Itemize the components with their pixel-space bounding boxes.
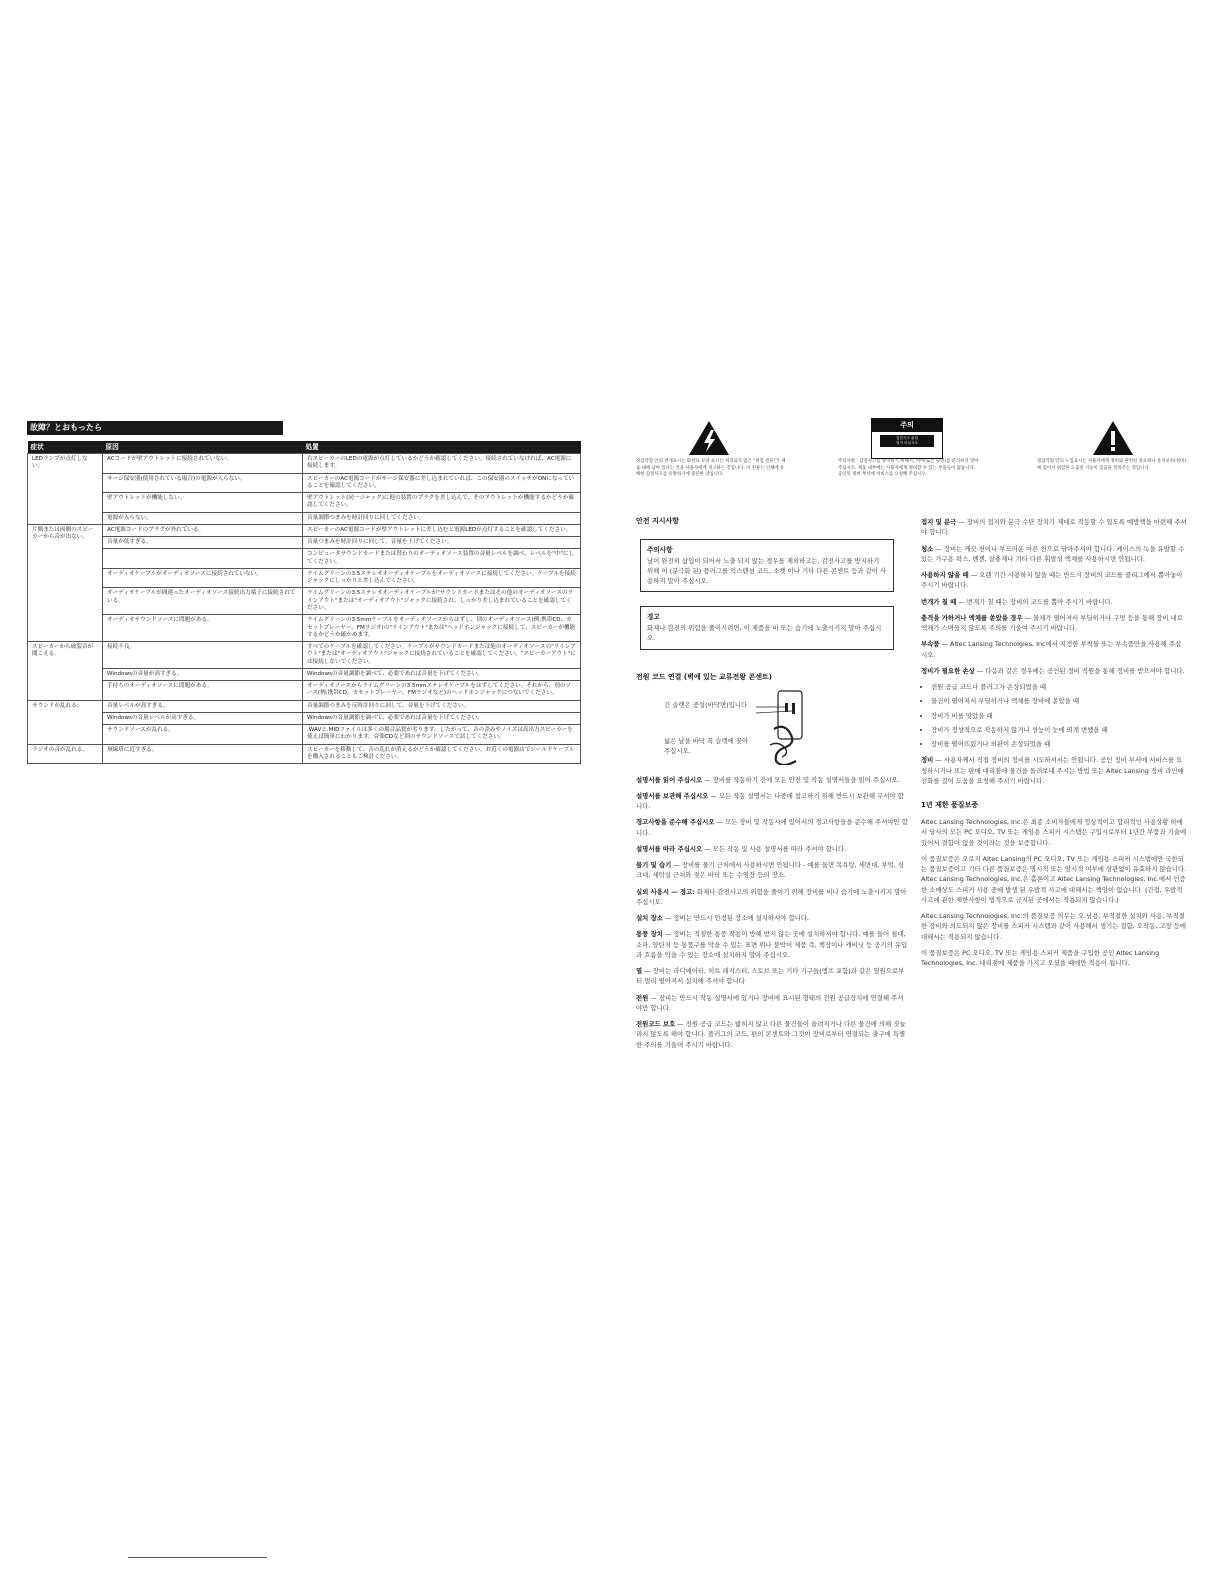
cause-cell: 音量が低すぎる。: [103, 537, 303, 549]
caution-box-title: 주의사항: [647, 546, 673, 555]
header-remedy: 処置: [303, 441, 581, 454]
table-row: [28, 524, 581, 536]
caution-box-text: 날이 완전히 삽입이 되어서 노출 되지 않는 경우를 제외하고는, 감전사고를 방지하기 위해 이 (분극화 된) 플러그를 익스텐션 코드, 소켓 이나 기타 다른 콘센트 등과 같이 사용하지 말아 주십시오.: [647, 556, 887, 586]
safety-warranty-column: [921, 517, 1187, 974]
header-symptom: 症状: [28, 441, 103, 454]
header-cause: 原因: [103, 441, 303, 454]
safety-title: 안전 지시사항: [636, 517, 680, 525]
remedy-cell: 音量つまみを時計回りに回して、音量を上げてください。: [303, 537, 581, 549]
safety-paragraph-text: — Altec Lansing Technolgies, Inc에서 지정한 부착물 또는 부속품만을 사용해 주십시오.: [921, 640, 1182, 659]
cause-cell: Windowsの音量が高すぎる。: [103, 668, 303, 680]
cause-cell: 手持ちのオーディオソースに問題がある。: [103, 681, 303, 701]
warranty-paragraph: 이 품질보증은 PC 오디오, TV 또는 게임용 스피커 제품을 구입한 공인 Altec Lansing Technologies, Inc. 대리점에 제품을 가지고 오셨을 때에만 적용이 됩니다.: [921, 948, 1160, 968]
remedy-cell: ライムグリーンの3.5mmケーブルをオーディオソースからはずし、別のオーディオソース(例:携帯CD、カセットプレーヤー、FMラジオ)の"ラインアウト"または"ヘッドホンジャックに接続して、スピーカーが機能するかどうか確かめます。: [303, 615, 581, 642]
safety-paragraph: [636, 887, 908, 908]
list-item: • 장비가 비를 맞았을 때: [931, 711, 1187, 721]
safety-paragraph: [636, 791, 908, 812]
service-heading: 정비: [921, 756, 934, 765]
safety-paragraph: [636, 966, 908, 987]
safety-paragraph-heading: 번개가 칠 때: [921, 597, 957, 606]
remedy-cell: すべてのケーブルを確認してください。ケーブルがサウンドカードまたは他のオーディオソースの"ラインアウト"または"オーディオアウト"ジャックに接続されていることを確認してください。"スピーカーアウト"には接続しないでください。: [303, 642, 581, 669]
warning-box: [640, 606, 894, 649]
list-item: • 물건이 떨어져서 부딪히거나 액체를 장비에 쏟았을 때: [931, 696, 1187, 706]
list-item: • 장비가 정상적으로 작동하지 않거나 성능이 눈에 띄게 변했을 때: [931, 725, 1187, 735]
damage-list: [921, 682, 1187, 749]
table-row: [28, 568, 581, 588]
safety-paragraph-heading: 사용하지 않을 때: [921, 571, 969, 579]
warning-box-text: 화재나 감전의 위험을 줄이시려면, 이 제품을 비 또는 습기에 노출시키지 말아 주십시오.: [647, 624, 882, 643]
caution-subtext: 감전사고 위험 열지 마십시오: [880, 435, 934, 447]
safety-paragraph-text: — 모든 장비 및 작동시에 있어서의 경고사항들을 준수해 주셔야만 합니다.: [636, 818, 908, 837]
symptom-cell: 片側または両側のスピーカーから音が出ない。: [28, 524, 103, 641]
safety-paragraph-text: — 모든 작동 및 사용 설명서를 따라 주셔야 합니다.: [702, 844, 847, 853]
safety-paragraph-text: — 전원 공급 코드는 밟히지 않고 다른 물건들이 올려지거나 다른 물건에 의해 짓눌리지 않도록 해야 합니다. 플러그의 코드, 편의 콘센트와 그것이 장비로부터 연결되는 출구에 특별한 주의를 기울여 주시기 바랍니다.: [636, 1020, 906, 1049]
remedy-cell: ライムグリーンの3.5ステレオオーディオケーブルをオーディオソースに接続してください。ケーブルを接続ジャックにしっかりと差し込んでください。: [303, 568, 581, 588]
cause-cell: 壁アウトレットが機能しない。: [103, 493, 303, 513]
table-row: [28, 493, 581, 513]
safety-paragraph-heading: 실외 사용시 — 경고:: [636, 887, 695, 896]
caution-heading: 주의: [872, 419, 942, 432]
safety-paragraph-text: — 번개가 칠 때는 장비의 코드를 뽑아 주시기 바랍니다.: [956, 597, 1113, 606]
safety-paragraph-heading: 열: [636, 967, 643, 976]
warranty-paragraph: Altec Lansing Technologies, Inc.은 최종 소비자들에게 정상적이고 합리적인 사용상황 하에서 당사의 모든 PC 오디오, TV 또는 게임용 스피커 시스템은 구입시로부터 1년간 부품과 기술에 있어서 결함이 없을 것이라는 것을 보증합니다.: [921, 818, 1187, 847]
plug-title: 전원 코드 연결 (벽에 있는 교류전왕 콘센트): [636, 672, 772, 681]
remedy-cell: スピーカーのAC電源コードがサージ保安器に差し込まれていれば、この保安器のスイッチがONになっていることを確認してください。: [303, 473, 581, 493]
safety-paragraph-heading: 설치 장소: [636, 914, 663, 923]
safety-paragraph: [636, 844, 908, 854]
caution-box: [640, 539, 894, 592]
table-row: [28, 512, 581, 524]
table-row: [28, 744, 581, 764]
safety-paragraph-heading: 접지 및 분극: [921, 518, 957, 526]
cause-cell: サウンドソースが乱れる。: [103, 725, 303, 745]
remedy-cell: Windowsの音量調節を調べて、必要であれば音量を下げてください。: [303, 712, 581, 724]
table-row: [28, 549, 581, 569]
safety-paragraph: [921, 597, 1187, 607]
safety-paragraph: [921, 517, 1187, 538]
remedy-cell: 音量調節つまみを時計回りに回してください。: [303, 512, 581, 524]
safety-paragraph-heading: 청소: [921, 544, 934, 553]
safety-paragraph-heading: 설명서를 따라 주십시오: [636, 844, 703, 853]
lightning-warning-text: 정삼각형 안의 번개표시는 화살표 모양 표시는 처리되지 않은 "위험 전류"가 제품 내에 남아 있다는 것을 사용자에게 경고하는 것입니다. 이 전류는 인체에 유해한 감전사고를 유발하기에 충분한 양입니다.: [636, 459, 786, 478]
safety-paragraph: [636, 775, 908, 785]
safety-paragraph-text: — 모든 작동 설명서는 나중에 참고하기 위해 반드시 보관해 두셔야 합니다.: [636, 791, 904, 811]
troubleshooting-section: [27, 421, 580, 764]
safety-paragraph: [921, 639, 1187, 660]
safety-paragraph-text: — 장비는 반드시 작동 설명서에 있거나 장비에 표시된 형태의 전원 공급장치에 연결해 주셔야만 합니다.: [636, 993, 904, 1012]
plug-label-wide: 넓은 날을 바닥 폭 슬랫에 꽂아 주십시오.: [664, 736, 749, 755]
safety-paragraph: [921, 570, 1187, 591]
safety-paragraph-text: — 장비를 작동하기 전에 모든 안전 및 작동 설명서들을 읽어 주십시오.: [702, 775, 900, 784]
troubleshooting-table: [27, 441, 581, 764]
symptom-cell: サウンドが乱れる。: [28, 700, 103, 744]
safety-paragraph-heading: 충격을 가하거나 액체를 쏟았을 경우: [921, 613, 1023, 622]
safety-paragraph-text: — 장비는 적절한 통풍 작용이 방해 받지 않는 곳에 설치하셔야 합니다. 예를 들어 침대, 소파, 양탄지 등 통풍구를 막을 수 있는 표면 위나 붙박이 제품 즉, 책장이나 캐비닛 등 공기의 유입과 흐름을 막을 수 있는 장소에 설치하지 말아 주십시오.: [636, 930, 908, 959]
list-item: • 전원 공급 코드나 플러그가 손상되었을 때: [931, 682, 1187, 692]
cause-cell: オーディオケーブルが間違ったオーディオソース接続出力端子に接続されている。: [103, 588, 303, 615]
cause-cell: 無線塔に近すぎる。: [103, 744, 303, 764]
warranty-paragraph: 이 품질보증은 오로지 Altec Lansing의 PC 오디오, TV 또는 게임용 스피커 시스템에만 국한되는 품질보증이고 기타 다른 품질보증은 명시적 또는 암시적 여부에 상관없이 유효하지 않습니다. Altec Lansing Technologies, Inc.은 홀론이고 Altec Lansing Technologies, Inc.에서 인증한 소매상도 스피커 사용 중에 발생 된 우발적 사고에 대해서는 책임이 없습니다. (간접, 우발적 사고에 관한 제한사항이 법적으로 금지된 곳에서는 적용되지 않습니다.): [921, 854, 1187, 904]
warning-box-title: 경고: [647, 613, 660, 622]
cause-cell: AC電源コードのプラグが外れている。: [103, 524, 303, 536]
cause-cell: Windowsの音量レベルが高すぎる。: [103, 712, 303, 724]
safety-paragraph-heading: 전원: [636, 993, 649, 1002]
safety-paragraph-text: — 물체가 떨어져서 부딪히거나 구멍 등을 통해 장비 내로 액체가 스며들지 않도록 주의를 기울여 주시기 바랍니다.: [921, 613, 1183, 632]
table-row: [28, 668, 581, 680]
warranty-paragraph: Altec Lansing Technologies, Inc.의 품질보증 의무는 오.남용, 부적절한 설치와 사용, 부적절한 장비와 의도되지 않은 장비를 스피커 시스템과 같이 사용해서 생기는 결함, 오작동, 고장 등에 대해서는 적용되지 않습니다.: [921, 912, 1187, 941]
exclamation-warning-text: 정삼각형 안의 느낌표시는 사용자에게 정비와 관련된 중요하나 유지보수(정비)에 있어서 위험한 도움말 기능이 있음을 알려주는 것입니다.: [1037, 459, 1186, 471]
safety-paragraph: [636, 860, 908, 881]
footer-rule: [128, 1557, 267, 1558]
troubleshooting-title: 故障？とおもったら: [27, 421, 283, 435]
table-row: [28, 537, 581, 549]
cause-cell: 音量レベルが高すぎる。: [103, 700, 303, 712]
table-row: [28, 615, 581, 642]
safety-paragraph: [636, 993, 908, 1014]
table-row: [28, 588, 581, 615]
table-row: [28, 725, 581, 745]
table-header-row: [28, 441, 581, 454]
list-item: • 장비를 떨어뜨렸거나 외관이 손상되었을 때: [931, 739, 1187, 749]
remedy-cell: スピーカーのAC電源コードが壁アウトレットに差し込むと電源LEDが点灯することを確認してください。: [303, 524, 581, 536]
safety-paragraph-heading: 정비가 필요한 손상: [921, 666, 975, 675]
remedy-cell: スピーカーを移動して、音の乱れが消えるかどうか確認してください。お近くの電器店でシールドケーブルを購入されることもご検討ください。: [303, 744, 581, 764]
cause-cell: ACコードが壁アウトレットに接続されていない。: [103, 454, 303, 474]
symptom-cell: ラジオの音が乱れる。: [28, 744, 103, 764]
safety-instructions-column: [636, 516, 908, 1056]
table-row: [28, 712, 581, 724]
cause-cell: サージ保安器(使用されている場合)の電源が入らない。: [103, 473, 303, 493]
safety-paragraph-heading: 설명서를 보관해 주십시오: [636, 791, 709, 800]
remedy-cell: Windowsの音量調節を調べて、必要であれば音量を下げてください。: [303, 668, 581, 680]
service-text: — 사용자께서 직접 장비의 정비를 시도하셔서는 안됩니다. 공인 정비 부서에 서비스를 요청하시거나 또는 판매 대리점에 물건을 돌려보내 주시는 방법 또는 Altec Lansing 정비 라인에 전화를 걸어 도움을 요청해 주시기 바랍니다.: [921, 756, 1184, 785]
symptom-cell: LEDランプが点灯しない。: [28, 454, 103, 525]
table-row: [28, 454, 581, 474]
table-row: [28, 642, 581, 669]
remedy-cell: 音量調節つまみを反時計回りに回して、音量を下げてください。: [303, 700, 581, 712]
warranty-title: 1년 제한 품질보증: [921, 801, 979, 809]
remedy-cell: .WAVと.MIDファイルは多くの場合品質が劣ります。したがって、音の歪みやノイズは高出力スピーカーを使えば簡単にわかります。音楽CDなど別のサウンドソースで試してください。: [303, 725, 581, 745]
safety-paragraph-text: — 장비는 반드시 안정된 장소에 설치하셔야 합니다.: [662, 914, 810, 923]
remedy-cell: 壁アウトレット(同一ジャック)に他の装置のプラグを差し込んで、そのアウトレットが機能するかどうか確認してください。: [303, 493, 581, 513]
caution-label: [871, 418, 943, 459]
plug-figure: [636, 687, 908, 767]
cause-cell: オーディオサウンドソースに問題がある。: [103, 615, 303, 642]
remedy-cell: 右スピーカーのLEDの電源が点灯しているかどうか確認してください。接続されていなければ、AC電源に接続します。: [303, 454, 581, 474]
table-row: [28, 700, 581, 712]
safety-paragraph-text: — 장비는 라디에이터, 히트 레지스터, 스토브 또는 기타 기구들(앰프 포함)과 같은 열원으로부터 멀리 떨어져서 설치해 주셔야 합니다: [636, 967, 905, 986]
caution-warning-text: 주의사항 : 감전사고를 방지하기 위해서, 커버(또는 뒷면)를 분리하지 말아 주십시오. 제품 내부에는 사용자에게 정비할 수 있는 부품들이 없습니다. 공인된 정비 부서에 서비스를 요청해 주십시오.: [838, 459, 979, 478]
safety-paragraph: [636, 929, 908, 960]
safety-paragraph-text: — 다음과 같은 경우에는 공인된 정비 직원을 통해 정비를 받으셔야 합니다.: [974, 666, 1185, 675]
safety-paragraph: [636, 1019, 908, 1050]
safety-paragraph-heading: 전원코드 보호: [636, 1020, 676, 1029]
safety-paragraph: [921, 613, 1187, 634]
lightning-warning-icon: [688, 420, 730, 456]
cause-cell: オーディオケーブルがオーディオソースに接続されていない。: [103, 568, 303, 588]
safety-paragraph-heading: 설명서를 읽어 주십시오: [636, 775, 703, 784]
safety-paragraph-heading: 경고사항을 준수해 주십시오: [636, 818, 715, 827]
remedy-cell: コンピュータサウンドカードまたは替わりのオーディオソース装置の音量レベルを調べ、レベルを"中"にしてください。: [303, 549, 581, 569]
safety-paragraph-heading: 부속품: [921, 640, 940, 649]
safety-paragraph-text: — 장비를 물기 근처에서 사용하시면 안됩니다 - 예를 들면 목욕탕, 세면대, 부엌, 싱크대, 세탁실 근처와 젖은 바닥 또는 수영장 등의 장소.: [636, 861, 904, 880]
plug-label-neutral: 긴 슬랫은 중성(바닥면)입니다: [664, 700, 748, 709]
cause-cell: [103, 549, 303, 569]
safety-paragraph: [921, 666, 1187, 676]
table-row: [28, 473, 581, 493]
plug-outlet-icon: [756, 689, 811, 765]
exclamation-warning-icon: [1092, 420, 1134, 456]
safety-paragraph-text: — 장비는 깨끗 천이나 부드러운 마른 천으로 닦아주셔야 합니다. 케이스의 녹을 유발할 수 있는 가구용 왁스, 벤젠, 살충제나 기타 다른 휘발성 액체를 사용하시면 안됩니다.: [921, 544, 1185, 563]
symptom-cell: スピーカーから破裂音が聞こえる。: [28, 642, 103, 701]
safety-paragraph-text: — 장비의 접지와 분극 수단 장치가 제대로 작동할 수 있도록 예방책을 마련해 주셔야 합니다.: [921, 518, 1187, 537]
remedy-cell: オーディオソースからライムグリーンの3.5mmステレオケーブルをはずしてください。それから、別のソース(例:携帯CD、カセットプレーヤー、FMラジオなど)のヘッドホンジャックにつないでください。: [303, 681, 581, 701]
remedy-cell: ライムグリーンの3.5ステレオオーディオケーブルが"サウンドカードまたはその他のオーディオソースのラインアウト"または"オーディオアウト"ジャックに接続され、しっかり差し込まれていることを確認してください。: [303, 588, 581, 615]
safety-paragraph-text: — 오랜 기간 사용하지 않을 때는 반드시 장비의 코드를 콜리그에서 뽑아놓아 주시기 바랍니다.: [921, 571, 1183, 590]
cause-cell: 電源が入らない。: [103, 512, 303, 524]
cause-cell: 接続不良。: [103, 642, 303, 669]
safety-paragraph: [636, 817, 908, 838]
service-paragraph: [921, 755, 1187, 786]
table-row: [28, 681, 581, 701]
safety-paragraph: [921, 544, 1187, 565]
safety-paragraph-heading: 통풍 장치: [636, 930, 663, 939]
safety-paragraph: [636, 913, 908, 923]
safety-paragraph-text: 화재나 감전사고의 위험을 줄이기 위해 장비를 비나 습기에 노출시키지 말아 주십시오.: [636, 887, 907, 906]
safety-paragraph-heading: 물기 및 습기: [636, 861, 672, 870]
